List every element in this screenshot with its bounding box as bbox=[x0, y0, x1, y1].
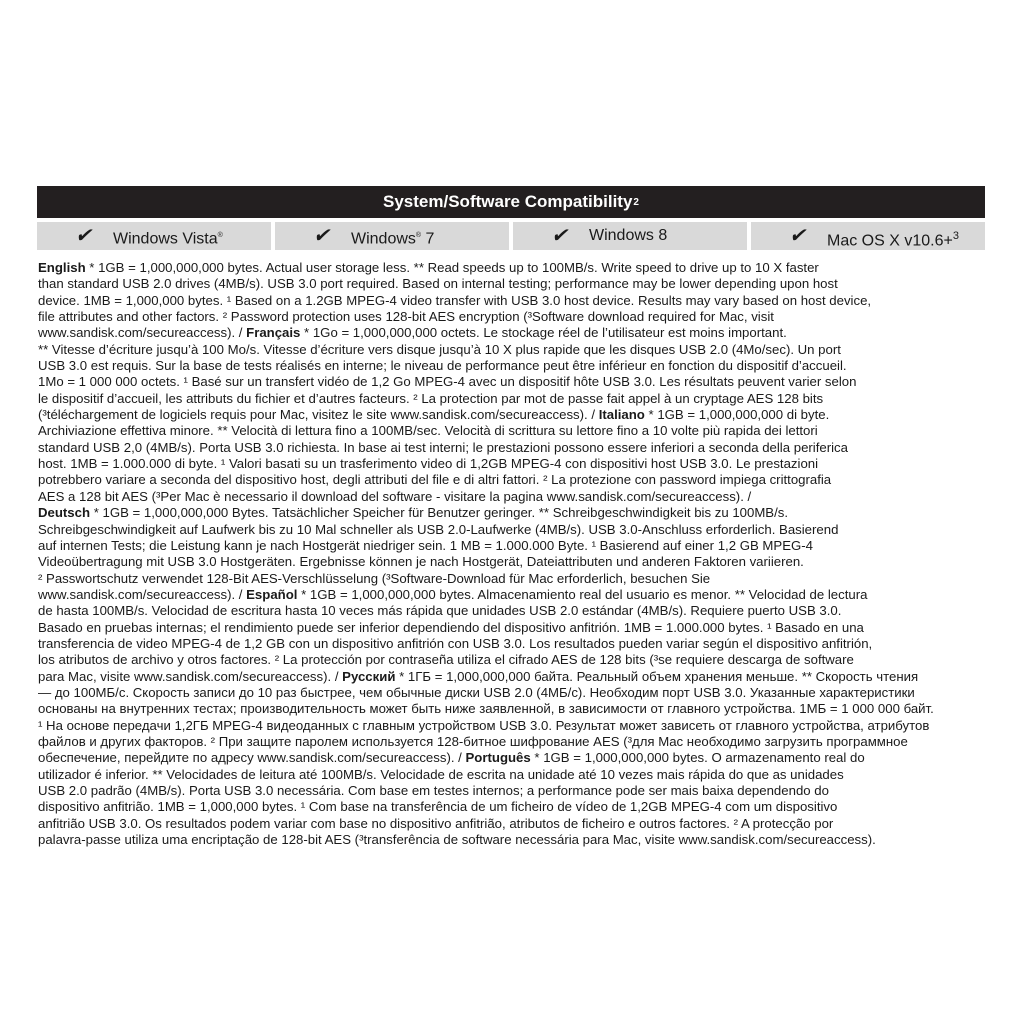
compatibility-header bbox=[37, 186, 985, 218]
compat-cell-mac-os-x bbox=[751, 222, 985, 250]
disclaimer-line: le dispositif d’accueil, les attributs du fichier et d’autres facteurs. ² La protection par mot de passe fait appel à un cryptage AES 128 bits bbox=[38, 390, 824, 406]
disclaimer-line: para Mac, visite www.sandisk.com/secureaccess). / Русский * 1ГБ = 1,000,000,000 байта. Реальный объем хранения меньше. ** Скорость чтения bbox=[38, 668, 919, 684]
disclaimer-line: Deutsch * 1GB = 1,000,000,000 Bytes. Tatsächlicher Speicher für Benutzer geringer. ** Schreibgeschwindigkeit bis zu 100MB/s. bbox=[38, 505, 789, 521]
disclaimer-line: www.sandisk.com/secureaccess). / Français * 1Go = 1,000,000,000 octets. Le stockage réel de l’utilisateur est moins important. bbox=[38, 325, 787, 341]
disclaimer-line: file attributes and other factors. ² Password protection uses 128-bit AES encryption (³Software download required for Mac, visit bbox=[38, 309, 774, 325]
language-heading-spanish: Español bbox=[246, 586, 298, 602]
disclaimer-line: USB 2.0 padrão (4MB/s). Porta USB 3.0 necessária. Com base em testes internos; a performance pode ser mais baixa dependendo do bbox=[38, 783, 829, 798]
compatibility-row bbox=[37, 222, 985, 250]
compatibility-title-footnote: 2 bbox=[633, 196, 639, 208]
compat-cell-windows-8 bbox=[513, 222, 747, 250]
disclaimer-line: ² Passwortschutz verwendet 128-Bit AES-Verschlüsselung (³Software-Download für Mac erforderlich, besuchen Sie bbox=[38, 570, 711, 586]
checkmark-icon: ✔ bbox=[75, 225, 92, 247]
disclaimer-line: Schreibgeschwindigkeit auf Laufwerk bis zu 10 Mal schneller als USB 2.0-Laufwerke (4MB/s). USB 3.0-Anschluss erforderlich. Basierend bbox=[38, 521, 839, 537]
disclaimer-line: host. 1MB = 1.000.000 di byte. ¹ Valori basati su un trasferimento video di 1,2GB MPEG-4 con dispositivi host USB 3.0. Le prestazioni bbox=[38, 456, 819, 472]
disclaimer-line: Archiviazione effettiva minore. ** Velocità di lettura fino a 100MB/sec. Velocità di scrittura su lettore fino a 10 volte più rapida dei lettori bbox=[38, 423, 818, 439]
disclaimer-line: de hasta 100MB/s. Velocidad de escritura hasta 10 veces más rápida que unidades USB 2.0 estándar (4MB/s). Requiere puerto USB 3.0. bbox=[38, 603, 842, 619]
os-label: Mac OS X v10.6+$^3$ bbox=[827, 230, 959, 250]
language-heading-russian: Русский bbox=[342, 668, 396, 684]
legal-disclaimer bbox=[38, 260, 998, 848]
disclaimer-line: potrebbero variare a seconda del dispositivo host, degli attributi del file e di altri fattori. ² La protezione con password impiega crittografia bbox=[38, 472, 832, 488]
disclaimer-line: 1Mo = 1 000 000 octets. ¹ Basé sur un transfert vidéo de 1,2 Go MPEG-4 avec un dispositif hôte USB 3.0. Les résultats peuvent varier selon bbox=[38, 374, 857, 390]
language-heading-portuguese: Português bbox=[465, 750, 531, 766]
disclaimer-line: palavra-passe utiliza uma encriptação de 128-bit AES (³transferência de software necessária para Mac, visite www.sandisk.com/secureaccess). bbox=[38, 832, 876, 848]
compat-cell-windows-vista bbox=[37, 222, 271, 250]
compatibility-title: System/Software Compatibility bbox=[383, 192, 633, 211]
disclaimer-line: — до 100МБ/с. Скорость записи до 10 раз быстрее, чем обычные диски USB 2.0 (4МБ/с). Необходим порт USB 3.0. Указанные характеристики bbox=[38, 684, 915, 700]
disclaimer-line: los atributos de archivo y otros factores. ² La protección por contraseña utiliza el cifrado AES de 128 bits (³se requiere descarga de software bbox=[38, 652, 854, 668]
disclaimer-line: Basado en pruebas internas; el rendimiento puede ser inferior dependiendo del dispositivo anfitrión. 1MB = 1.000.000 bytes. ¹ Basado en una bbox=[38, 619, 864, 635]
disclaimer-line: USB 3.0 est requis. Sur la base de tests réalisés en interne; le niveau de performance peut être inférieur en fonction du dispositif d’accueil. bbox=[38, 358, 847, 374]
os-label: Windows Vista® bbox=[113, 230, 223, 248]
disclaimer-line: ** Vitesse d’écriture jusqu’à 100 Mo/s. Vitesse d’écriture vers disque jusqu’à 10 X plus rapide que les disques USB 2.0 (4Mo/sec). Un port bbox=[38, 341, 841, 357]
disclaimer-line: standard USB 2,0 (4MB/s). Porta USB 3.0 richiesta. In base ai test interni; le prestazioni possono essere inferiori a seconda della periferica bbox=[38, 439, 848, 455]
disclaimer-line: файлов и других факторов. ² При защите паролем используется 128-битное шифрование AES (³для Mac необходимо загрузить программное bbox=[38, 733, 908, 749]
disclaimer-line: utilizador é inferior. ** Velocidades de leitura até 100MB/s. Velocidade de escrita na unidade até 10 vezes mais rápida do que as unidades bbox=[38, 766, 844, 782]
disclaimer-line: обеспечение, перейдите по адресу www.sandisk.com/secureaccess). / Português * 1GB = 1,000,000,000 bytes. O armazenamento real do bbox=[38, 750, 865, 766]
compat-cell-windows-7 bbox=[275, 222, 509, 250]
checkmark-icon: ✔ bbox=[313, 225, 330, 247]
checkmark-icon: ✔ bbox=[789, 225, 806, 247]
language-heading-italian: Italiano bbox=[598, 407, 645, 423]
checkmark-icon: ✔ bbox=[551, 225, 568, 247]
disclaimer-line: English * 1GB = 1,000,000,000 bytes. Actual user storage less. ** Read speeds up to 100MB/s. Write speed to drive up to 10 X faster bbox=[38, 260, 819, 275]
disclaimer-line: device. 1MB = 1,000,000 bytes. ¹ Based on a 1.2GB MPEG-4 video transfer with USB 3.0 host device. Results may vary based on host device, bbox=[38, 292, 872, 308]
language-heading-german: Deutsch bbox=[38, 505, 91, 521]
language-heading-english: English bbox=[38, 260, 86, 275]
disclaimer-line: ¹ На основе передачи 1,2ГБ MPEG-4 видеоданных с главным устройством USB 3.0. Результат может зависеть от главного устройства, атрибутов bbox=[38, 717, 930, 733]
os-label: Windows 8 bbox=[589, 227, 668, 244]
disclaimer-line: auf internen Tests; die Leistung kann je nach Hostgerät niedriger sein. 1 MB = 1.000.000 Byte. ¹ Basierend auf einer 1,2 GB MPEG-4 bbox=[38, 537, 813, 553]
disclaimer-line: основаны на внутренних тестах; производительность может быть ниже заявленной, в зависимости от главного устройства. 1МБ = 1 000 000 байт. bbox=[38, 701, 934, 717]
disclaimer-line: dispositivo anfitrião. 1MB = 1,000,000 bytes. ¹ Com base na transferência de um ficheiro de vídeo de 1,2GB MPEG-4 com um dispositivo bbox=[38, 799, 838, 815]
os-label: Windows® 7 bbox=[351, 230, 435, 248]
disclaimer-line: Videoübertragung mit USB 3.0 Hostgeräten. Ergebnisse können je nach Hostgerät, Dateiattributen und anderen Faktoren variieren. bbox=[38, 554, 804, 570]
disclaimer-line: www.sandisk.com/secureaccess). / Español * 1GB = 1,000,000,000 bytes. Almacenamiento real del usuario es menor. ** Velocidad de lectura bbox=[38, 586, 868, 602]
language-heading-french: Français bbox=[246, 325, 301, 341]
disclaimer-line: anfitrião USB 3.0. Os resultados podem variar com base no dispositivo anfitrião, atributos de ficheiro e outros factores. ² A protecção por bbox=[38, 815, 834, 831]
disclaimer-line: transferencia de video MPEG-4 de 1,2 GB con un dispositivo anfitrión con USB 3.0. Los resultados pueden variar según el dispositivo anfitrión, bbox=[38, 635, 873, 651]
disclaimer-line: than standard USB 2.0 drives (4MB/s). USB 3.0 port required. Based on internal testing; performance may be lower depending upon host bbox=[38, 276, 838, 292]
disclaimer-line: (³téléchargement de logiciels requis pour Mac, visitez le site www.sandisk.com/secureaccess). / Italiano * 1GB = 1,000,000,000 di byte. bbox=[38, 407, 830, 423]
disclaimer-line: AES a 128 bit AES (³Per Mac è necessario il download del software - visitare la pagina www.sandisk.com/secureaccess). / bbox=[38, 488, 752, 504]
